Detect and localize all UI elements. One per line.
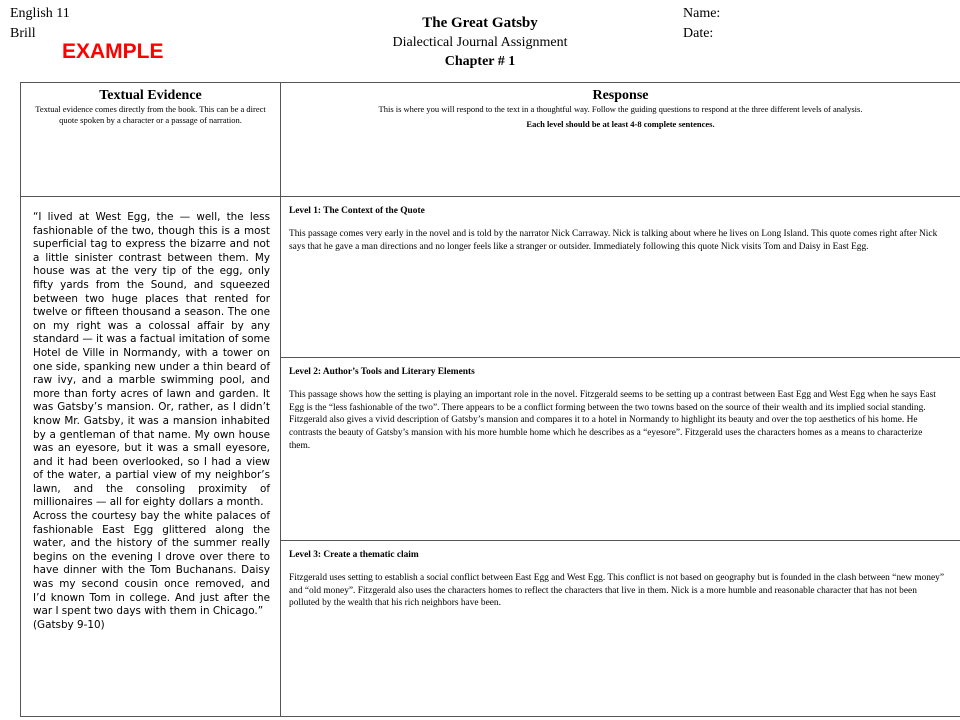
response-description: This is where you will respond to the text in a thoughtful way. Follow the guiding questions to respond at the three different levels of analysis.	[378, 104, 863, 114]
response-requirement: Each level should be at least 4-8 complete sentences.	[526, 119, 715, 129]
level-2-title: Level 2: Author’s Tools and Literary Elements	[289, 367, 475, 377]
example-label: EXAMPLE	[62, 40, 164, 63]
date-label: Date:	[683, 26, 714, 41]
level-1-row	[21, 197, 960, 358]
level-2-cell	[281, 358, 960, 541]
level-1-title: Level 1: The Context of the Quote	[289, 206, 425, 216]
level-3-title: Level 3: Create a thematic claim	[289, 550, 419, 560]
level-1-cell	[281, 197, 960, 358]
level-2-text: This passage shows how the setting is playing an important role in the novel. Fitzgerald seems to be setting up a contrast between East Egg and West Egg when he says East Egg is the “less fashionable of the two”. There appears to be a conflict forming between the two towns based on the source of their wealth and its implied social standing. Fitzgerald also gives a vivid description of Gatsby’s mansion and compares it to a hotel in Normandy to highlight its beauty and over the top aesthetics of his home. He contrasts the beauty of Gatsby’s mansion with his more humble home which he describes as a “eyesore”. Fitzgerald uses the characters homes as a means to characterize them.	[289, 389, 936, 451]
student-fields	[683, 4, 720, 44]
level-3-cell	[281, 541, 960, 717]
page-title: The Great Gatsby	[422, 15, 538, 31]
level-3-text: Fitzgerald uses setting to establish a social conflict between East Egg and West Egg. This conflict is not based on geography but is founded in the clash between “new money” and “old money”. Fitzgerald also uses the characters homes to reflect the characters that live in them. Nick is a more humble and reasonable character that has not been polluted by the wealth that his rich neighbors have been.	[289, 572, 944, 609]
course-info	[10, 4, 70, 44]
quote-citation: (Gatsby 9-10)	[33, 618, 105, 631]
evidence-description: Textual evidence comes directly from the book. This can be a direct quote spoken by a character or a passage of narration.	[35, 104, 266, 125]
level-1-text: This passage comes very early in the novel and is told by the narrator Nick Carraway. Nick is talking about where he lives on Long Island. This quote comes right after Nick says that he gave a man directions and no longer feels like a stranger or outsider. Immediately following this quote Nick visits Tom and Daisy in East Egg.	[289, 228, 938, 252]
teacher-label: Brill	[10, 26, 36, 41]
journal-table	[20, 82, 960, 717]
quote-cell	[21, 197, 281, 717]
page-subtitle: Dialectical Journal Assignment	[392, 35, 568, 50]
response-heading: Response	[592, 88, 649, 103]
response-header-cell	[281, 83, 960, 197]
quote-paragraph-2: Across the courtesy bay the white palaces of fashionable East Egg glittered along the water, and the history of the summer really begins on the evening I drove over there to have dinner with the Tom Buchanans. Daisy was my second cousin once removed, and I’d known Tom in college. And just after the war I spent two days with them in Chicago.”	[33, 510, 270, 618]
evidence-header-cell	[21, 83, 281, 197]
evidence-heading: Textual Evidence	[99, 88, 202, 103]
chapter-label: Chapter # 1	[444, 54, 516, 69]
table-header-row	[21, 83, 960, 197]
name-label: Name:	[683, 6, 721, 21]
course-label: English 11	[10, 6, 70, 21]
quote-paragraph-1: “I lived at West Egg, the — well, the less fashionable of the two, though this is a most superficial tag to express the bizarre and not a little sinister contrast between them. My house was at the very tip of the egg, only fifty yards from the Sound, and squeezed between two huge places that rented for twelve or fifteen thousand a season. The one on my right was a colossal affair by any standard — it was a factual imitation of some Hotel de Ville in Normandy, with a tower on one side, spanking new under a thin beard of raw ivy, and a marble swimming pool, and more than forty acres of lawn and garden. It was Gatsby’s mansion. Or, rather, as I didn’t know Mr. Gatsby, it was a mansion inhabited by a gentleman of that name. My own house was an eyesore, but it was a small eyesore, and it had been overlooked, so I had a view of the water, a partial view of my neighbor’s lawn, and the consoling proximity of millionaires — all for eighty dollars a month.	[33, 211, 270, 509]
assignment-header	[320, 13, 640, 71]
